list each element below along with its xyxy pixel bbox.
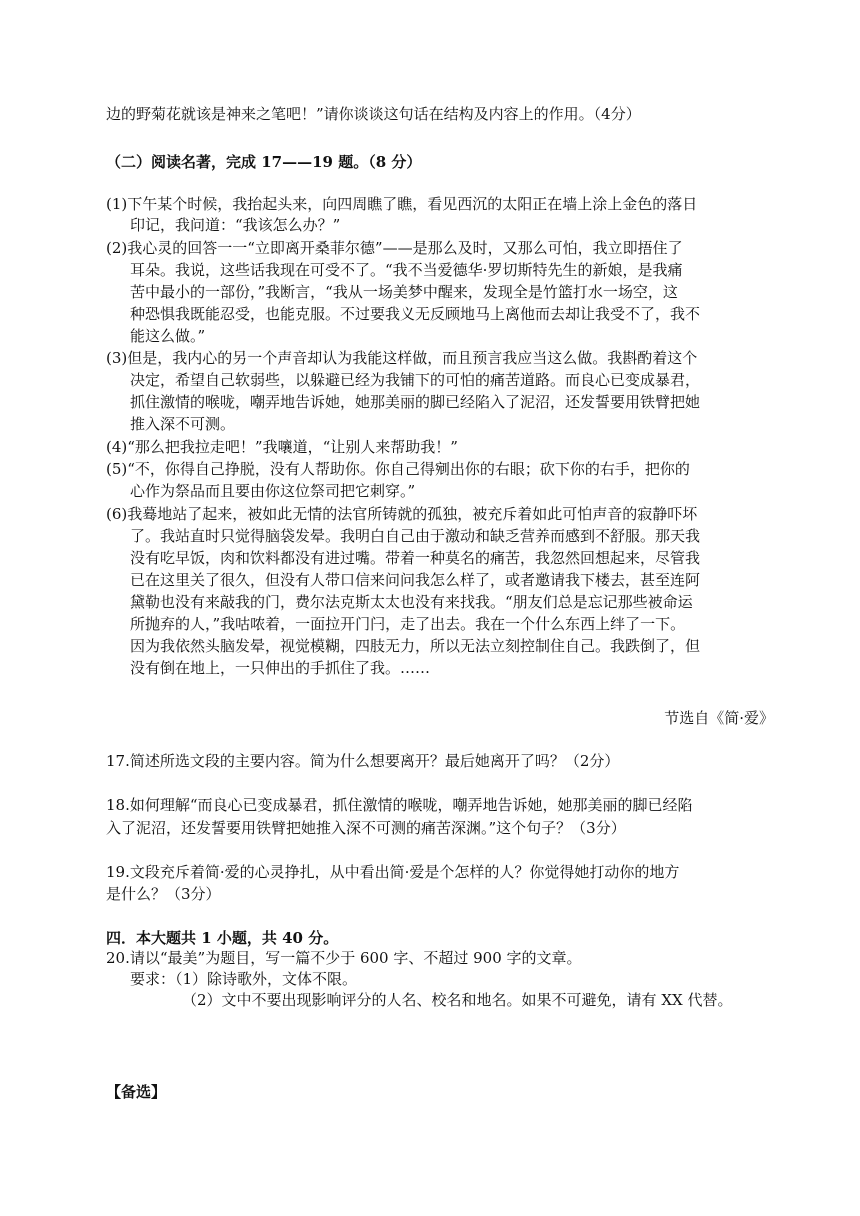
passage-line: 印记，我问道：“我该怎么办？” bbox=[130, 216, 341, 234]
passage-line: 决定，希望自己软弱些，以躲避已经为我铺下的可怕的痛苦道路。而良心已变成暴君， bbox=[130, 371, 701, 389]
intro-line: 边的野菊花就该是神来之笔吧！”请你谈谈这句话在结构及内容上的作用。（4分） bbox=[106, 105, 641, 123]
passage-line: 黛勒也没有来敲我的门，费尔法克斯太太也没有来找我。“朋友们总是忘记那些被命运 bbox=[130, 593, 693, 611]
passage-line: 心作为祭品而且要由你这位祭司把它刺穿。” bbox=[130, 482, 416, 500]
passage-line: 能这么做。” bbox=[130, 327, 206, 345]
requirement-2: （2）文中不要出现影响评分的人名、校名和地名。如果不可避免，请有 XX 代替。 bbox=[182, 991, 733, 1009]
passage-line: (6)我蓦地站了起来，被如此无情的法官所铸就的孤独，被充斥着如此可怕声音的寂静吓坏 bbox=[106, 505, 698, 523]
passage-line: (4)“那么把我拉走吧！”我嚷道，“让别人来帮助我！” bbox=[106, 438, 458, 456]
passage-line: 所抛弃的人，”我咕哝着，一面拉开门闩，走了出去。我在一个什么东西上绊了一下。 bbox=[130, 615, 686, 633]
passage-line: 抓住激情的喉咙，嘲弄地告诉她，她那美丽的脚已经陷入了泥沼，还发誓要用铁臂把她 bbox=[130, 393, 701, 411]
passage-line: 推入深不可测。 bbox=[130, 415, 236, 433]
passage-line: 苦中最小的一部份，”我断言，“我从一场美梦中醒来，发现全是竹篮打水一场空，这 bbox=[130, 283, 678, 301]
passage-line: 了。我站直时只觉得脑袋发晕。我明白自己由于激动和缺乏营养而感到不舒服。那天我 bbox=[130, 527, 701, 545]
passage-line: 没有吃早饭，肉和饮料都没有进过嘴。带着一种莫名的痛苦，我忽然回想起来，尽管我 bbox=[130, 549, 701, 567]
passage-line: 没有倒在地上，一只伸出的手抓住了我。…… bbox=[130, 659, 431, 677]
passage-line: (1)下午某个时候，我抬起头来，向四周瞧了瞧，看见西沉的太阳正在墙上涂上金色的落日 bbox=[106, 195, 698, 213]
question-line: 18.如何理解“而良心已变成暴君，抓住激情的喉咙，嘲弄地告诉她，她那美丽的脚已经陷 bbox=[106, 796, 693, 814]
passage-line: 已在这里关了很久，但没有人带口信来问问我怎么样了，或者邀请我下楼去，甚至连阿 bbox=[130, 571, 701, 589]
passage-line: 因为我依然头脑发晕，视觉模糊，四肢无力，所以无法立刻控制住自己。我跌倒了，但 bbox=[130, 637, 701, 655]
question-line: 19.文段充斥着简·爱的心灵挣扎，从中看出简·爱是个怎样的人？你觉得她打动你的地方 bbox=[106, 863, 680, 881]
section-heading-reading: （二）阅读名著，完成 17——19 题。（8 分） bbox=[106, 153, 422, 171]
question-line: 17.简述所选文段的主要内容。简为什么想要离开？最后她离开了吗？（2分） bbox=[106, 752, 620, 770]
question-line: 是什么？（3分） bbox=[106, 885, 221, 903]
passage-line: 种恐惧我既能忍受，也能克服。不过要我义无反顾地马上离他而去却让我受不了，我不 bbox=[130, 305, 701, 323]
question-line: 20.请以“最美”为题目，写一篇不少于 600 字、不超过 900 字的文章。 bbox=[106, 949, 582, 967]
passage-line: (3)但是，我内心的另一个声音却认为我能这样做，而且预言我应当这么做。我斟酌着这个 bbox=[106, 349, 698, 367]
requirement-1: 要求：（1）除诗歌外，文体不限。 bbox=[130, 970, 358, 988]
passage-line: (2)我心灵的回答一一“立即离开桑菲尔德”——是那么及时，又那么可怕，我立即捂住了 bbox=[106, 239, 683, 257]
section-heading-optional: 【备选】 bbox=[106, 1083, 167, 1101]
section-heading-writing: 四．本大题共 1 小题，共 40 分。 bbox=[106, 929, 339, 947]
question-line: 入了泥沼，还发誓要用铁臂把她推入深不可测的痛苦深渊。”这个句子？（3分） bbox=[106, 819, 626, 837]
source-attribution: 节选自《简·爱》 bbox=[664, 709, 774, 727]
passage-line: (5)“不，你得自己挣脱，没有人帮助你。你自己得剜出你的右眼；砍下你的右手，把你的 bbox=[106, 460, 690, 478]
passage-line: 耳朵。我说，这些话我现在可受不了。“我不当爱德华·罗切斯特先生的新娘，是我痛 bbox=[130, 261, 683, 279]
